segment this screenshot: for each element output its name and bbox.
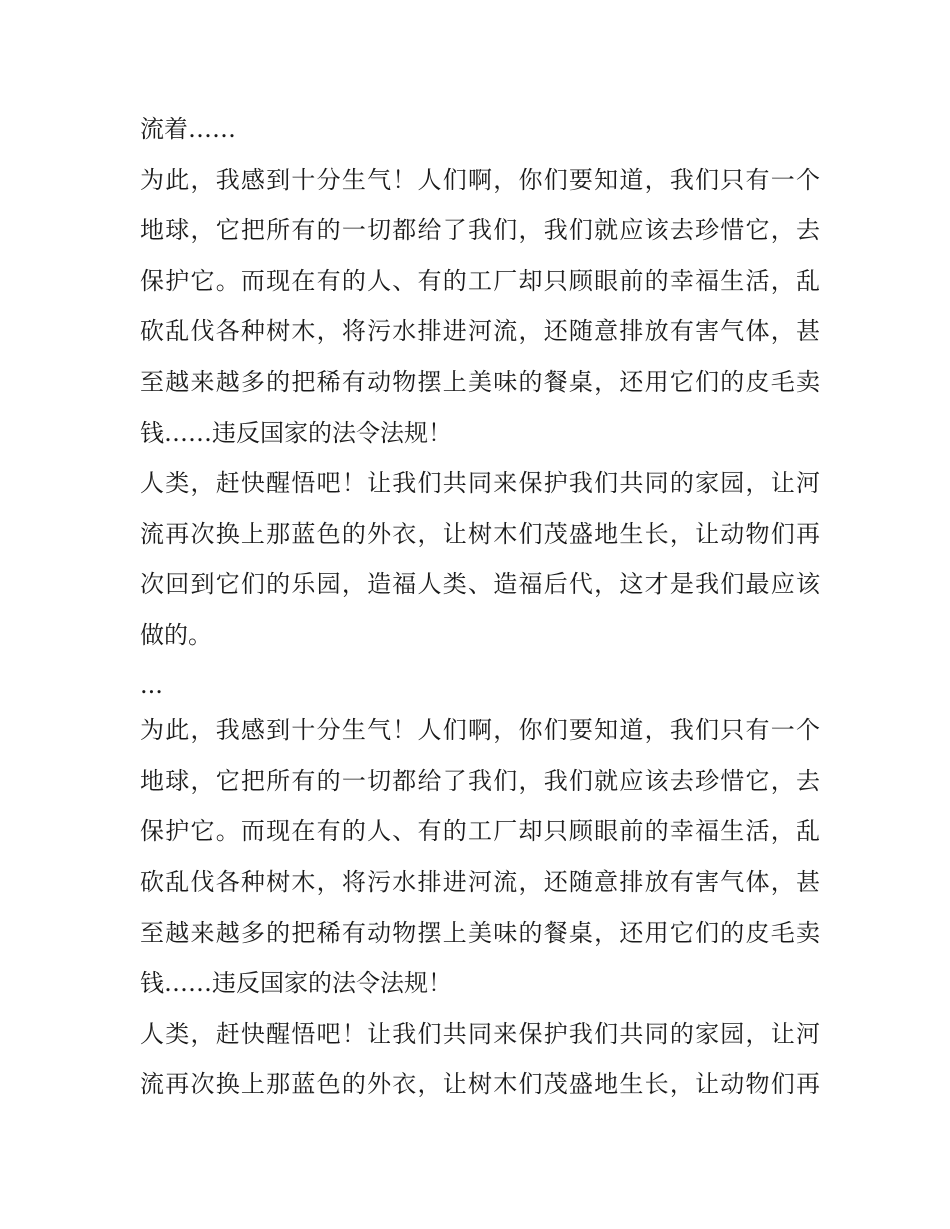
text-line: 为此，我感到十分生气！人们啊，你们要知道，我们只有一个 [140, 166, 820, 194]
text-line: 至越来越多的把稀有动物摆上美味的餐桌，还用它们的皮毛卖 [140, 368, 820, 396]
text-line: 地球，它把所有的一切都给了我们，我们就应该去珍惜它，去 [140, 216, 820, 244]
text-line: 砍乱伐各种树木，将污水排进河流，还随意排放有害气体，甚 [140, 317, 820, 345]
text-line: 流再次换上那蓝色的外衣，让树木们茂盛地生长，让动物们再 [140, 1070, 820, 1098]
text-line: 为此，我感到十分生气！人们啊，你们要知道，我们只有一个 [140, 716, 820, 744]
text-line: 人类，赶快醒悟吧！让我们共同来保护我们共同的家园，让河 [140, 469, 820, 497]
text-line: 做的。 [140, 621, 212, 649]
text-line: 次回到它们的乐园，造福人类、造福后代，这才是我们最应该 [140, 570, 820, 598]
text-line: 流着…… [140, 115, 236, 143]
text-line: 流再次换上那蓝色的外衣，让树木们茂盛地生长，让动物们再 [140, 520, 820, 548]
text-line: 砍乱伐各种树木，将污水排进河流，还随意排放有害气体，甚 [140, 868, 820, 896]
text-line: 保护它。而现在有的人、有的工厂却只顾眼前的幸福生活，乱 [140, 267, 820, 295]
text-line: 钱……违反国家的法令法规！ [140, 969, 452, 997]
text-line: 保护它。而现在有的人、有的工厂却只顾眼前的幸福生活，乱 [140, 817, 820, 845]
text-line: 地球，它把所有的一切都给了我们，我们就应该去珍惜它，去 [140, 767, 820, 795]
text-line: 人类，赶快醒悟吧！让我们共同来保护我们共同的家园，让河 [140, 1020, 820, 1048]
text-line: ... [140, 671, 163, 699]
text-line: 钱……违反国家的法令法规！ [140, 419, 452, 447]
text-line: 至越来越多的把稀有动物摆上美味的餐桌，还用它们的皮毛卖 [140, 919, 820, 947]
